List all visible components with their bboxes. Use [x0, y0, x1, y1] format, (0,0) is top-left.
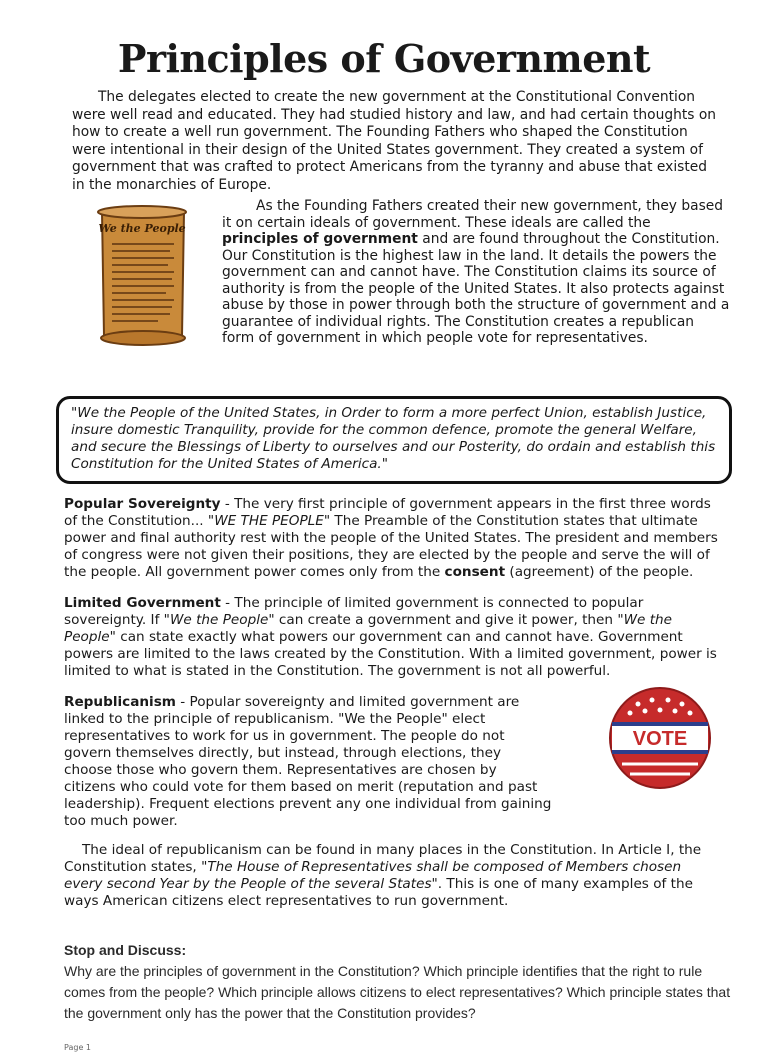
ps-text-1: - The very first principle of government appears in the first three words of the Constitution... ": [64, 496, 711, 529]
article-paragraph: [26, 842, 742, 910]
ps-text-3: (agreement) of the people.: [505, 564, 694, 580]
lg-text-3: " can state exactly what powers our government can and cannot have. Government powers are limited to the laws created by the Constitution. With a limited government, power is limited to what is stated in the Constitution. The government is not all powerful.: [64, 629, 717, 679]
founders-paragraph: [222, 198, 730, 347]
popular-sovereignty-term: Popular Sovereignty: [64, 496, 221, 512]
preamble-quote: "We the People of the United States, in Order to form a more perfect Union, establish Justice, insure domestic Tranquility, provide for the common defence, promote the general Welfare, and secure the Blessings of Liberty to ourselves and our Posterity, do ordain and establish this Constitution for the United States of America.": [71, 405, 716, 472]
founders-text-1: As the Founding Fathers created their new government, they based it on certain ideals of government. These ideals are called the: [222, 198, 723, 231]
stop-and-discuss: [26, 940, 742, 1024]
founders-text-2: and are found throughout the Constitution. Our Constitution is the highest law in the land. It details the powers the government can and cannot have. The Constitution claims its source of authority is from the people of the United States. It also protects against abuse by those in power through both the structure of government and a guarantee of individual rights. The Constitution creates a republican form of government in which people vote for representatives.: [222, 231, 730, 346]
preamble-quote-box: [56, 396, 732, 484]
article-text-1: The ideal of republicanism can be found in many places in the Constitution. In Article I, the Constitution states, ": [64, 842, 702, 875]
lg-text-1: - The principle of limited government is connected to popular sovereignty. If ": [64, 595, 644, 628]
constitution-scroll-icon: [88, 204, 196, 354]
ps-emphasis: WE THE PEOPLE: [214, 513, 324, 529]
lg-emphasis-1: We the People: [169, 612, 269, 628]
republicanism-text: - Popular sovereignty and limited government are linked to the principle of republicanism. "We the People" elect representatives to work for us in government. The people do not govern themselves directly, but instead, through elections, they choose those who govern them. Representatives are chosen by citizens who could vote for them based on merit (reputation and past leadership). Frequent elections prevent any one individual from gaining too much power.: [64, 694, 552, 829]
republicanism-section: [26, 694, 742, 830]
lg-emphasis-2: We the People: [64, 612, 673, 645]
article-text-2: ". This is one of many examples of the ways American citizens elect representatives to run government.: [64, 876, 693, 909]
worksheet-page: [26, 36, 742, 1052]
consent-term: consent: [444, 564, 506, 580]
lg-text-2: " can create a government and give it power, then ": [268, 612, 624, 628]
stop-and-discuss-heading: Stop and Discuss:: [64, 942, 187, 958]
popular-sovereignty-paragraph: [26, 496, 742, 581]
page-number: Page 1: [64, 1043, 91, 1052]
republicanism-term: Republicanism: [64, 694, 176, 710]
limited-government-term: Limited Government: [64, 595, 221, 611]
page-title: Principles of Government: [117, 36, 651, 81]
vote-label: VOTE: [632, 728, 688, 750]
scroll-heading-text: We the People: [98, 222, 186, 235]
discussion-questions: Why are the principles of government in the Constitution? Which principle identifies that the right to rule comes from the people? Which principle allows citizens to elect representatives? Which principle states that the government only has the power that the Constitution provides?: [64, 963, 731, 1021]
intro-paragraph: The delegates elected to create the new government at the Constitutional Convention were well read and educated. They had studied history and law, and had certain thoughts on how to create a well run government. The Founding Fathers who shaped the Constitution were intentional in their design of the United States government. They created a system of government that was crafted to protect Americans from the tyranny and abuse that existed in the monarchies of Europe.: [72, 89, 717, 193]
principles-term: principles of government: [222, 231, 418, 247]
vote-button-icon: [608, 686, 712, 790]
limited-government-paragraph: [26, 595, 742, 680]
article-quote: The House of Representatives shall be composed of Members chosen every second Year by the People of the several States: [64, 859, 682, 892]
founders-section: [26, 198, 742, 368]
ps-text-2: " The Preamble of the Constitution states that ultimate power and final authority rest with the people of the United States. The president and members of congress were not given their positions, they are elected by the people and serve the will of the people. All government power comes only from the: [64, 513, 718, 580]
